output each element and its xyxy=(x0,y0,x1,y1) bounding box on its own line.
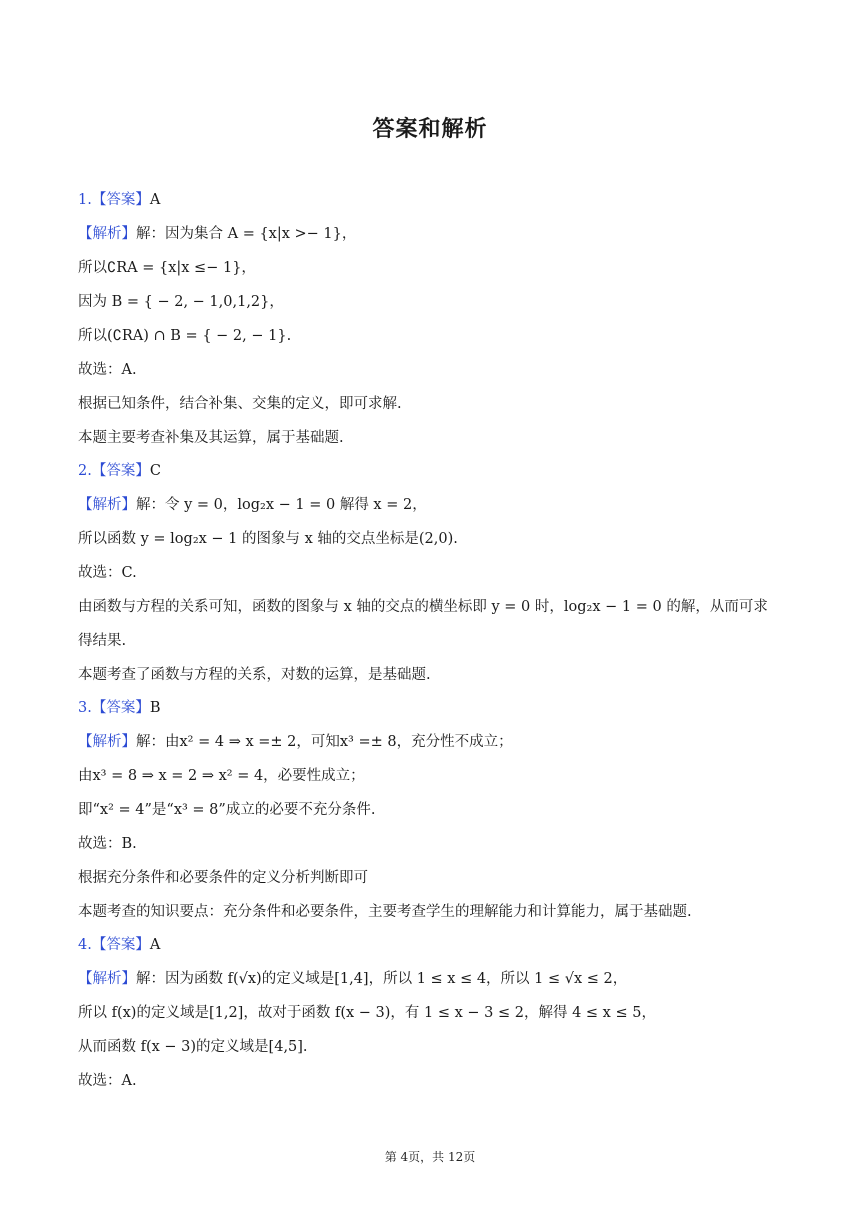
analysis-label: 【解析】 xyxy=(78,971,136,987)
text-line xyxy=(78,529,458,549)
line-text: 由函数与方程的关系可知，函数的图象与 x 轴的交点的横坐标即 y = 0 时，log₂x − 1 = 0 的解，从而可求 xyxy=(78,599,768,615)
text-line xyxy=(78,360,137,380)
analysis-label: 【解析】 xyxy=(78,734,136,750)
answer-label: 2.【答案】 xyxy=(78,463,150,479)
line-text: 根据已知条件，结合补集、交集的定义，即可求解. xyxy=(78,396,402,412)
line-text: C xyxy=(149,463,161,479)
line-text: 因为 B = { − 2, − 1,0,1,2}， xyxy=(78,294,284,310)
line-text: 所以函数 y = log₂x − 1 的图象与 x 轴的交点坐标是(2,0). xyxy=(78,531,458,547)
text-line xyxy=(78,868,368,888)
line-text: A xyxy=(149,937,161,953)
text-line xyxy=(78,800,375,820)
answer-line-1 xyxy=(78,190,160,210)
line-text: 故选：A. xyxy=(78,362,137,378)
analysis-label: 【解析】 xyxy=(78,497,136,513)
answer-line-4 xyxy=(78,935,160,955)
text-line xyxy=(78,292,284,312)
line-text: 解：因为函数 f(√x)的定义域是[1,4]，所以 1 ≤ x ≤ 4，所以 1 ≤ √x ≤ 2， xyxy=(136,971,628,987)
line-text: B xyxy=(149,700,161,716)
line-text: 即“x² = 4”是“x³ = 8”成立的必要不充分条件. xyxy=(78,802,376,818)
line-text: 从而函数 f(x − 3)的定义域是[4,5]. xyxy=(78,1039,308,1055)
text-line xyxy=(78,665,431,685)
text-line xyxy=(78,597,768,617)
text-line xyxy=(78,258,256,278)
analysis-line-4 xyxy=(78,969,627,989)
line-text: 故选：A. xyxy=(78,1073,137,1089)
answer-label: 4.【答案】 xyxy=(78,937,150,953)
answer-line-3 xyxy=(78,698,161,718)
line-text: 本题考查了函数与方程的关系，对数的运算，是基础题. xyxy=(78,667,431,683)
line-text: 由x³ = 8 ⇒ x = 2 ⇒ x² = 4，必要性成立； xyxy=(78,768,365,784)
text-line xyxy=(78,1037,308,1057)
analysis-label: 【解析】 xyxy=(78,226,136,242)
line-text: 解：因为集合 A = {x|x >− 1}， xyxy=(136,226,357,242)
analysis-line-2 xyxy=(78,495,427,515)
text-line xyxy=(78,834,137,854)
line-text: 解：令 y = 0，log₂x − 1 = 0 解得 x = 2， xyxy=(136,497,427,513)
line-text: 所以(∁RA) ∩ B = { − 2, − 1}. xyxy=(78,328,292,344)
text-line xyxy=(78,766,365,786)
line-text: 所以 f(x)的定义域是[1,2]，故对于函数 f(x − 3)，有 1 ≤ x − 3 ≤ 2，解得 4 ≤ x ≤ 5， xyxy=(78,1005,656,1021)
page-title: 答案和解析 xyxy=(372,117,488,142)
line-text: 得结果. xyxy=(78,633,127,649)
answer-line-2 xyxy=(78,461,161,481)
answer-label: 3.【答案】 xyxy=(78,700,150,716)
text-line xyxy=(78,631,126,651)
text-line xyxy=(78,1071,137,1091)
answer-label: 1.【答案】 xyxy=(78,192,150,208)
text-line xyxy=(78,326,291,346)
line-text: 所以∁RA = {x|x ≤− 1}， xyxy=(78,260,256,276)
line-text: 根据充分条件和必要条件的定义分析判断即可 xyxy=(78,870,368,886)
line-text: A xyxy=(149,192,161,208)
line-text: 本题考查的知识要点：充分条件和必要条件，主要考查学生的理解能力和计算能力，属于基础题. xyxy=(78,904,692,920)
page-footer: 第 4页，共 12页 xyxy=(384,1150,476,1164)
line-text: 解：由x² = 4 ⇒ x =± 2，可知x³ =± 8，充分性不成立； xyxy=(136,734,513,750)
line-text: 故选：C. xyxy=(78,565,137,581)
text-line xyxy=(78,394,402,414)
line-text: 本题主要考查补集及其运算，属于基础题. xyxy=(78,430,344,446)
line-text: 故选：B. xyxy=(78,836,137,852)
text-line xyxy=(78,902,692,922)
text-line xyxy=(78,563,137,583)
analysis-line-3 xyxy=(78,732,513,752)
analysis-line-1 xyxy=(78,224,356,244)
text-line xyxy=(78,1003,656,1023)
text-line xyxy=(78,428,344,448)
